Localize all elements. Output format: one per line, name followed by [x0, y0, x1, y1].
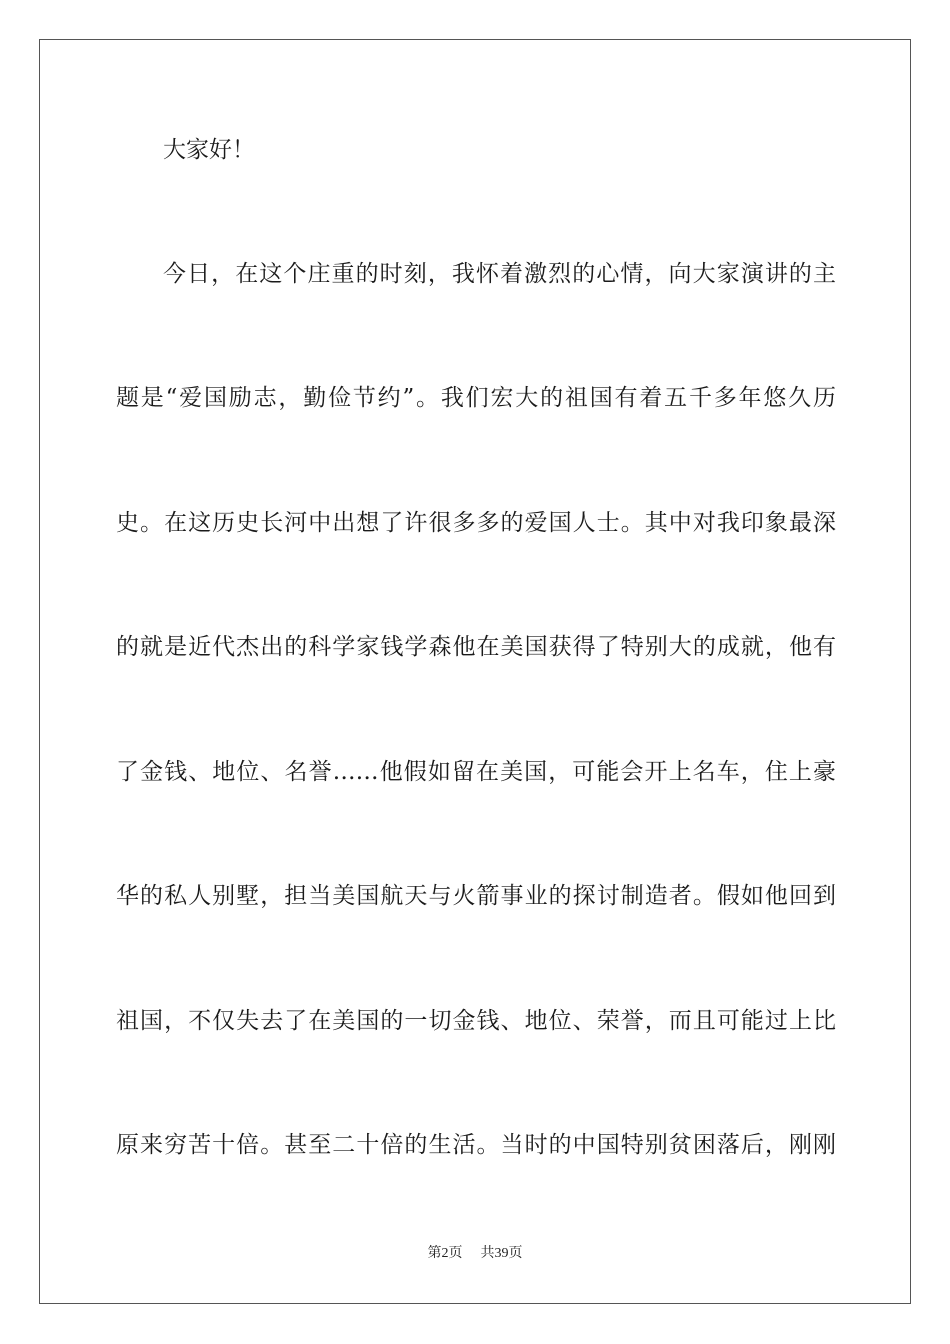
paragraph-line-7: 祖国，不仅失去了在美国的一切金钱、地位、荣誉，而且可能过上比 [116, 1008, 836, 1034]
paragraph-line-1: 今日，在这个庄重的时刻，我怀着激烈的心情，向大家演讲的主 [163, 261, 836, 287]
paragraph-line-4: 的就是近代杰出的科学家钱学森他在美国获得了特别大的成就，他有 [116, 634, 836, 660]
paragraph-line-8: 原来穷苦十倍。甚至二十倍的生活。当时的中国特别贫困落后，刚刚 [116, 1132, 836, 1158]
page-number: 第2页 [427, 1246, 463, 1261]
paragraph-line-3: 史。在这历史长河中出想了许很多多的爱国人士。其中对我印象最深 [116, 510, 836, 536]
paragraph-line-2: 题是“爱国励志，勤俭节约”。我们宏大的祖国有着五千多年悠久历 [116, 385, 836, 411]
paragraph-line-5: 了金钱、地位、名誉……他假如留在美国，可能会开上名车，住上豪 [116, 759, 836, 785]
paragraph-line-6: 华的私人别墅，担当美国航天与火箭事业的探讨制造者。假如他回到 [116, 883, 836, 909]
page-total: 共39页 [480, 1246, 523, 1261]
greeting-line: 大家好！ [163, 137, 255, 163]
page-border [39, 39, 911, 1304]
page-footer [0, 1244, 950, 1264]
